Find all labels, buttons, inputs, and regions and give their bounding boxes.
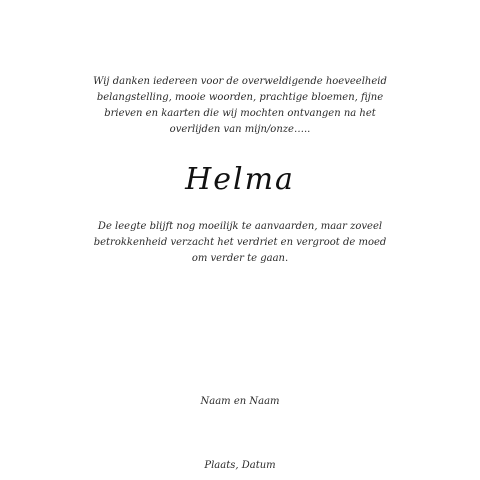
- closing-paragraph: [0, 219, 480, 267]
- closing-line-3: om verder te gaan.: [191, 253, 289, 264]
- closing-line-1: De leegte blijft nog moeilijk te aanvaarden, maar zoveel: [97, 221, 383, 232]
- signature-names: Naam en Naam: [200, 396, 280, 407]
- place-and-date: Plaats, Datum: [204, 460, 276, 471]
- thank-you-line-2: belangstelling, mooie woorden, prachtige bloemen, fijne: [96, 92, 384, 103]
- thank-you-paragraph: [0, 74, 480, 138]
- thank-you-line-3: brieven en kaarten die wij mochten ontvangen na het: [104, 108, 376, 119]
- closing-line-2: betrokkenheid verzacht het verdriet en vergroot de moed: [93, 237, 387, 248]
- deceased-name: Helma: [185, 162, 295, 197]
- thank-you-line-1: Wij danken iedereen voor de overweldigende hoeveelheid: [93, 76, 387, 87]
- thank-you-line-4: overlijden van mijn/onze…..: [169, 124, 311, 135]
